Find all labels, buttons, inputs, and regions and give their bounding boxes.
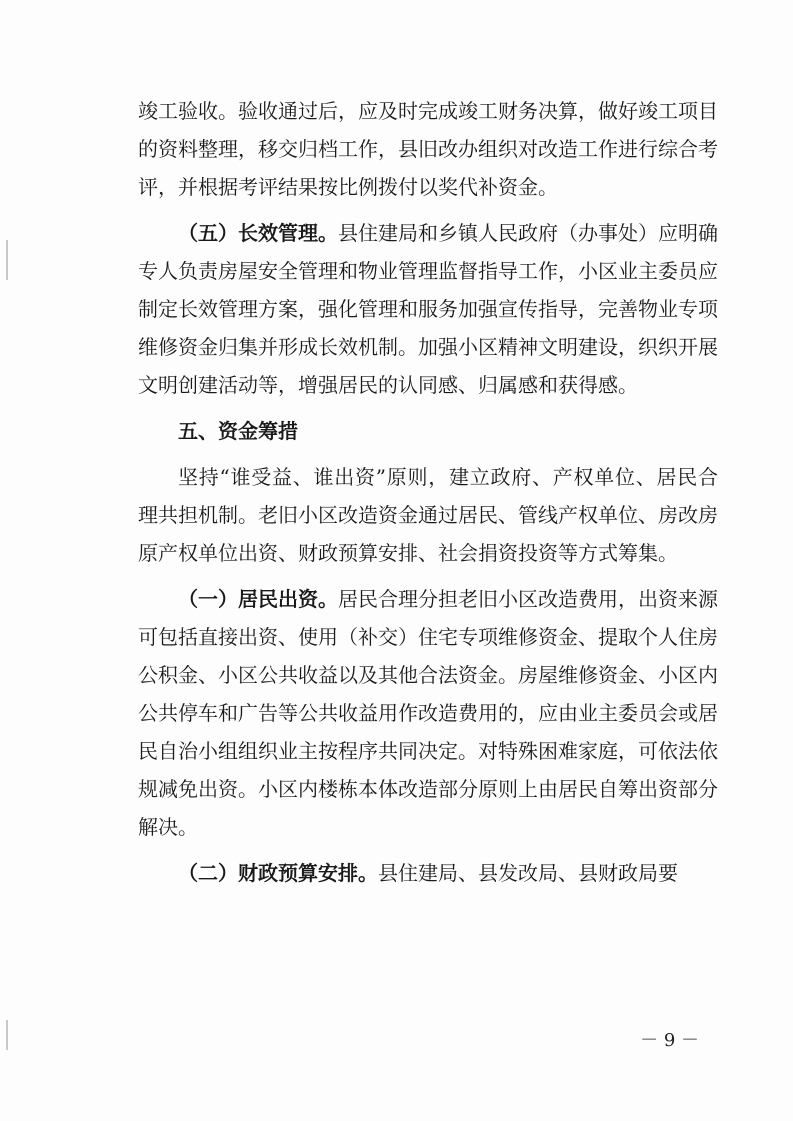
paragraph-text: 坚持“谁受益、谁出资”原则，建立政府、产权单位、居民合理共担机制。老旧小区改造资金通过居民、管线产权单位、房改房原产权单位出资、财政预算安排、社会捐资投资等方式筹集。: [138, 465, 718, 565]
paragraph-budget-arrangement: [138, 854, 718, 892]
section-heading: 五、资金筹措: [178, 419, 298, 443]
document-body: [138, 92, 718, 892]
paragraph-text: 居民合理分担老旧小区改造费用，出资来源可包括直接出资、使用（补交）住宅专项维修资金、提取个人住房公积金、小区公共收益以及其他合法资金。房屋维修资金、小区内公共停车和广告等公共收益用作改造费用的，应由业主委员会或居民自治小组组织业主按程序共同决定。对特殊困难家庭，可依法依规减免出资。小区内楼栋本体改造部分原则上由居民自筹出资部分解决。: [138, 587, 718, 839]
paragraph-acceptance: [138, 92, 718, 206]
paragraph-funding-principle: [138, 458, 718, 572]
paragraph-text: 竣工验收。验收通过后，应及时完成竣工财务决算，做好竣工项目的资料整理，移交归档工作，县旧改办组织对改造工作进行综合考评，并根据考评结果按比例拨付以奖代补资金。: [138, 99, 718, 199]
paragraph-lead: （二）财政预算安排。: [178, 861, 378, 885]
paragraph-text: 县住建局、县发改局、县财政局要: [378, 861, 678, 885]
scan-artifact: [6, 240, 8, 280]
paragraph-resident-funding: [138, 580, 718, 846]
page-number: － 9 －: [640, 1030, 699, 1051]
scan-artifact: [6, 1020, 8, 1050]
paragraph-lead: （五）长效管理。: [178, 221, 338, 245]
paragraph-long-term-management: [138, 214, 718, 404]
paragraph-lead: （一）居民出资。: [178, 587, 338, 611]
paragraph-text: 县住建局和乡镇人民政府（办事处）应明确专人负责房屋安全管理和物业管理监督指导工作，小区业主委员应制定长效管理方案，强化管理和服务加强宣传指导，完善物业专项维修资金归集并形成长效机制。加强小区精神文明建设，织织开展文明创建活动等，增强居民的认同感、归属感和获得感。: [138, 221, 718, 397]
